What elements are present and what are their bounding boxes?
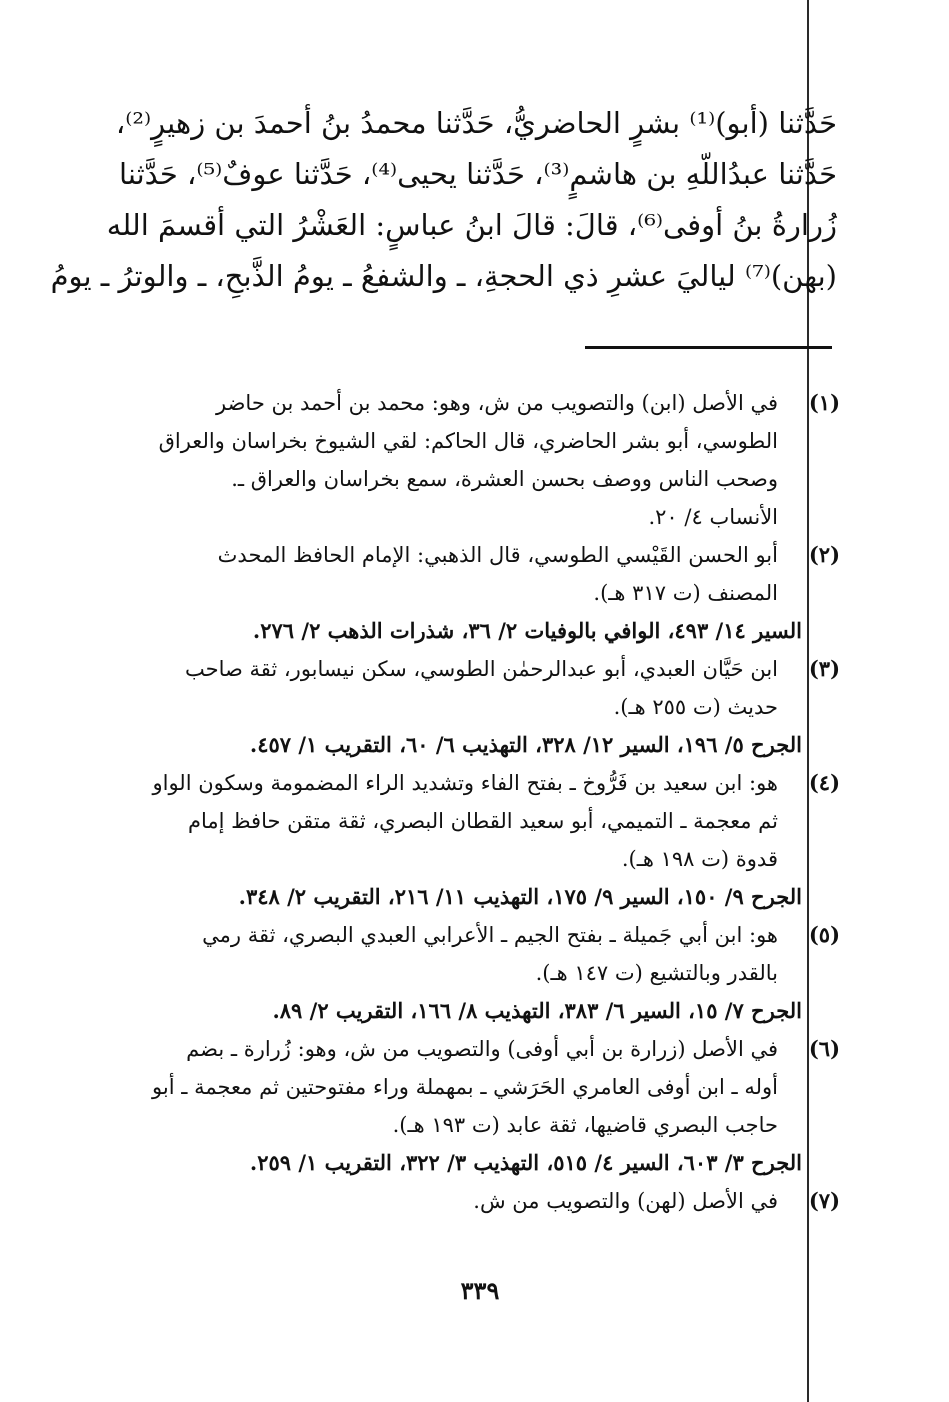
main-text-line: حَدَّثنا (أبو)⁽¹⁾ بشرٍ الحاضريُّ، حَدَّثنا محمدُ بنُ أحمدَ بن زهيرٍ⁽²⁾، — [115, 106, 837, 140]
main-text-line: (بهن)⁽⁷⁾ لياليَ عشرِ ذي الحجةِ، ـ والشفعُ ـ يومُ الذَّبحِ، ـ والوترُ ـ يومُ — [50, 259, 837, 293]
footnote-line: وصحب الناس ووصف بحسن العشرة، سمع بخراسان والعراق ـ. — [231, 467, 778, 491]
footnote-line: المصنف (ت ٣١٧ هـ). — [593, 581, 778, 605]
footnote-5 — [140, 916, 840, 1030]
footnote-number: (٧) — [808, 1188, 840, 1213]
footnote-body — [140, 764, 802, 916]
footnote-line: أبو الحسن القَيْسي الطوسي، قال الذهبي: الإمام الحافظ المحدث — [217, 543, 778, 567]
footnote-references: الجرح ٩/ ١٥٠، السير ٩/ ١٧٥، التهذيب ١١/ ٢١٦، التقريب ٢/ ٣٤٨. — [238, 884, 802, 909]
main-text — [50, 98, 837, 302]
footnote-line: حاجب البصري قاضيها، ثقة عابد (ت ١٩٣ هـ). — [392, 1113, 778, 1137]
footnotes — [140, 384, 840, 1220]
footnote-references: الجرح ٣/ ٦٠٣، السير ٤/ ٥١٥، التهذيب ٣/ ٣٢٢، التقريب ١/ ٢٥٩. — [249, 1150, 802, 1175]
footnote-line: ابن حَيَّان العبدي، أبو عبدالرحمٰن الطوسي، سكن نيسابور، ثقة صاحب — [184, 657, 778, 681]
page-number: ٣٣٩ — [460, 1276, 500, 1305]
footnote-line: الأنساب ٤/ ٢٠. — [648, 505, 778, 529]
footnote-number: (٢) — [808, 542, 840, 567]
main-text-line: حَدَّثنا عبدُاللّهِ بن هاشمٍ⁽³⁾، حَدَّثنا يحيى⁽⁴⁾، حَدَّثنا عوفٌ⁽⁵⁾، حَدَّثنا — [119, 157, 837, 191]
footnote-line: في الأصل (زرارة بن أبي أوفى) والتصويب من ش، وهو: زُرارة ـ بضم — [186, 1037, 778, 1061]
footnote-line: ثم معجمة ـ التميمي، أبو سعيد القطان البصري، ثقة متقن حافظ إمام — [187, 809, 778, 833]
footnote-body — [140, 536, 802, 650]
footnote-line: أوله ـ ابن أوفى العامري الحَرَشي ـ بمهملة وراء مفتوحتين ثم معجمة ـ أبو — [152, 1075, 778, 1099]
footnote-separator — [585, 346, 832, 349]
footnote-number: (١) — [808, 390, 840, 415]
footnote-body — [140, 916, 802, 1030]
footnote-line: بالقدر وبالتشيع (ت ١٤٧ هـ). — [535, 961, 778, 985]
footnote-body — [140, 1030, 802, 1182]
footnote-number: (٤) — [808, 770, 840, 795]
footnote-line: قدوة (ت ١٩٨ هـ). — [621, 847, 778, 871]
footnote-number: (٣) — [808, 656, 840, 681]
footnote-3 — [140, 650, 840, 764]
footnote-4 — [140, 764, 840, 916]
footnote-references: الجرح ٧/ ١٥، السير ٦/ ٣٨٣، التهذيب ٨/ ١٦٦، التقريب ٢/ ٨٩. — [272, 998, 802, 1023]
footnote-line: هو: ابن أبي جَميلة ـ بفتح الجيم ـ الأعرابي العبدي البصري، ثقة رمي — [202, 923, 778, 947]
footnote-body — [140, 384, 778, 536]
footnote-references: السير ١٤/ ٤٩٣، الوافي بالوفيات ٢/ ٣٦، شذرات الذهب ٢/ ٢٧٦. — [252, 618, 802, 643]
footnote-2 — [140, 536, 840, 650]
footnote-references: الجرح ٥/ ١٩٦، السير ١٢/ ٣٢٨، التهذيب ٦/ ٦٠، التقريب ١/ ٤٥٧. — [249, 732, 802, 757]
footnote-line: في الأصل (لهن) والتصويب من ش. — [473, 1189, 778, 1213]
footnote-line: الطوسي، أبو بشر الحاضري، قال الحاكم: لقي الشيوخ بخراسان والعراق — [158, 429, 778, 453]
footnote-7 — [140, 1182, 840, 1220]
footnote-body — [140, 1182, 778, 1220]
footnote-line: حديث (ت ٢٥٥ هـ). — [613, 695, 778, 719]
footnote-number: (٥) — [808, 922, 840, 947]
main-text-line: زُرارةُ بنُ أوفى⁽⁶⁾، قالَ: قالَ ابنُ عباسٍ: العَشْرُ التي أقسمَ الله — [106, 208, 837, 242]
footnote-number: (٦) — [808, 1036, 840, 1061]
footnote-6 — [140, 1030, 840, 1182]
footnote-1 — [140, 384, 840, 536]
footnote-body — [140, 650, 802, 764]
footnote-line: هو: ابن سعيد بن فَرُّوخ ـ بفتح الفاء وتشديد الراء المضمومة وسكون الواو — [152, 771, 778, 795]
footnote-line: في الأصل (ابن) والتصويب من ش، وهو: محمد بن أحمد بن حاضر — [216, 391, 778, 415]
